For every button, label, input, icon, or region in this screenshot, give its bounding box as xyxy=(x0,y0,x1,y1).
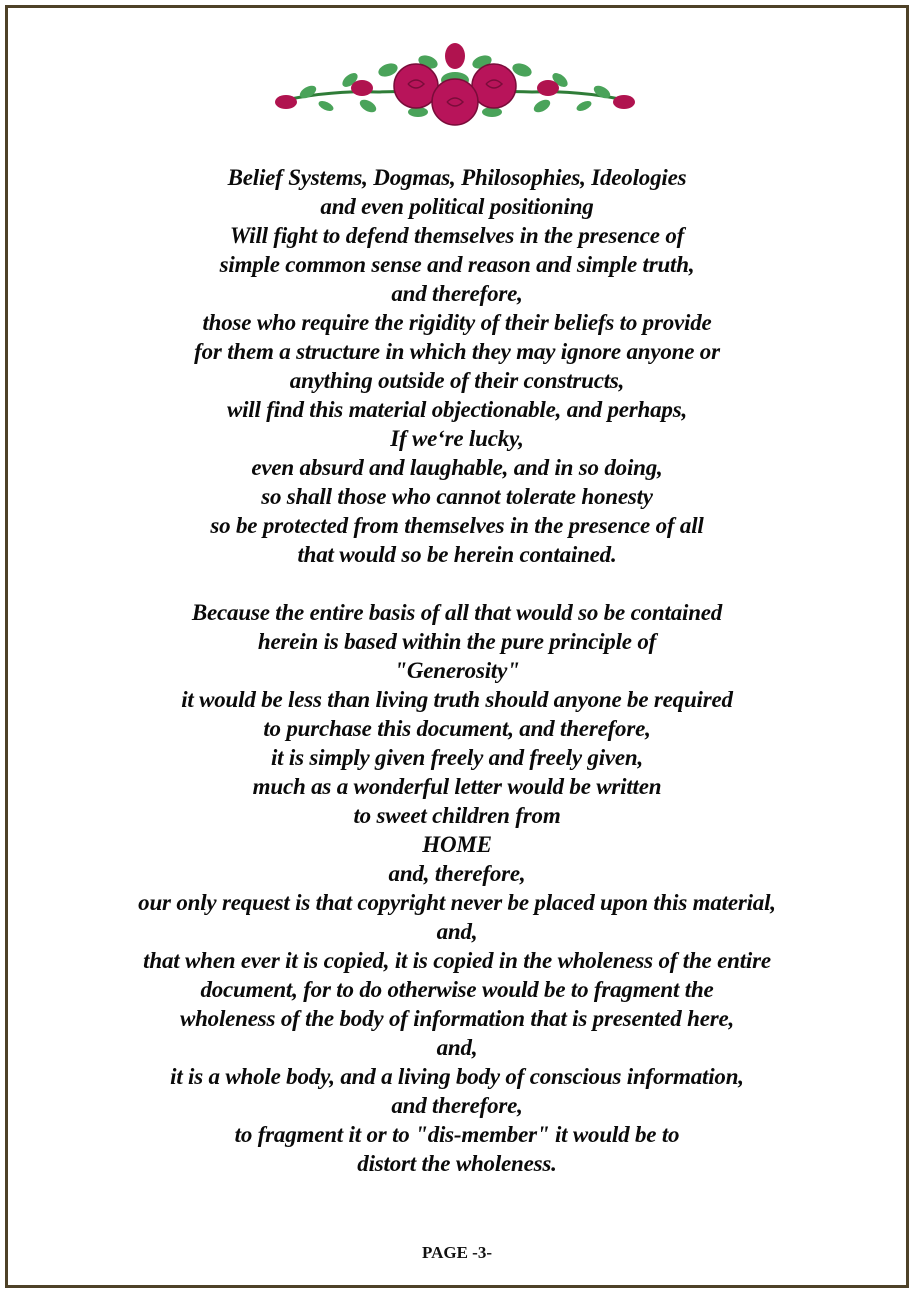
text-line: document, for to do otherwise would be to fragment the xyxy=(200,977,714,1002)
text-line: it would be less than living truth should anyone be required xyxy=(181,687,733,712)
text-line: and, therefore, xyxy=(388,861,526,886)
text-line: herein is based within the pure principle of xyxy=(257,629,657,654)
text-line: simple common sense and reason and simple truth, xyxy=(219,252,695,277)
text-line: much as a wonderful letter would be written xyxy=(252,774,662,799)
text-line: will find this material objectionable, and perhaps, xyxy=(226,397,688,422)
paragraph-gap xyxy=(40,569,874,598)
text-line: and therefore, xyxy=(391,1093,523,1118)
text-line: Belief Systems, Dogmas, Philosophies, Ideologies xyxy=(227,165,687,190)
text-line: HOME xyxy=(422,832,492,857)
text-line: it is simply given freely and freely given, xyxy=(270,745,644,770)
text-line: to fragment it or to "dis-member" it would be to xyxy=(234,1122,680,1147)
text-line: and, xyxy=(436,1035,478,1060)
document-body xyxy=(40,163,874,1178)
text-line: it is a whole body, and a living body of conscious information, xyxy=(170,1064,744,1089)
text-line: anything outside of their constructs, xyxy=(289,368,625,393)
text-line: for them a structure in which they may ignore anyone or xyxy=(194,339,720,364)
text-line: those who require the rigidity of their beliefs to provide xyxy=(202,310,712,335)
page-number: PAGE -3- xyxy=(421,1243,493,1262)
text-line: distort the wholeness. xyxy=(357,1151,557,1176)
text-line: that when ever it is copied, it is copied in the wholeness of the entire xyxy=(143,948,771,973)
text-line: "Generosity" xyxy=(394,658,520,683)
text-line: so be protected from themselves in the presence of all xyxy=(210,513,704,538)
text-line: even absurd and laughable, and in so doing, xyxy=(251,455,663,480)
text-line: Because the entire basis of all that would so be contained xyxy=(191,600,723,625)
text-line: to sweet children from xyxy=(353,803,561,828)
text-line: to purchase this document, and therefore, xyxy=(263,716,651,741)
text-line: If we‘re lucky, xyxy=(390,426,524,451)
text-line: and even political positioning xyxy=(320,194,594,219)
text-line: that would so be herein contained. xyxy=(297,542,617,567)
text-line: and therefore, xyxy=(391,281,523,306)
rose-garland-icon xyxy=(268,40,642,126)
text-line: so shall those who cannot tolerate honesty xyxy=(261,484,653,509)
text-line: our only request is that copyright never be placed upon this material, xyxy=(138,890,776,915)
text-line: wholeness of the body of information that is presented here, xyxy=(179,1006,735,1031)
text-line: Will fight to defend themselves in the presence of xyxy=(229,223,685,248)
text-line: and, xyxy=(436,919,478,944)
